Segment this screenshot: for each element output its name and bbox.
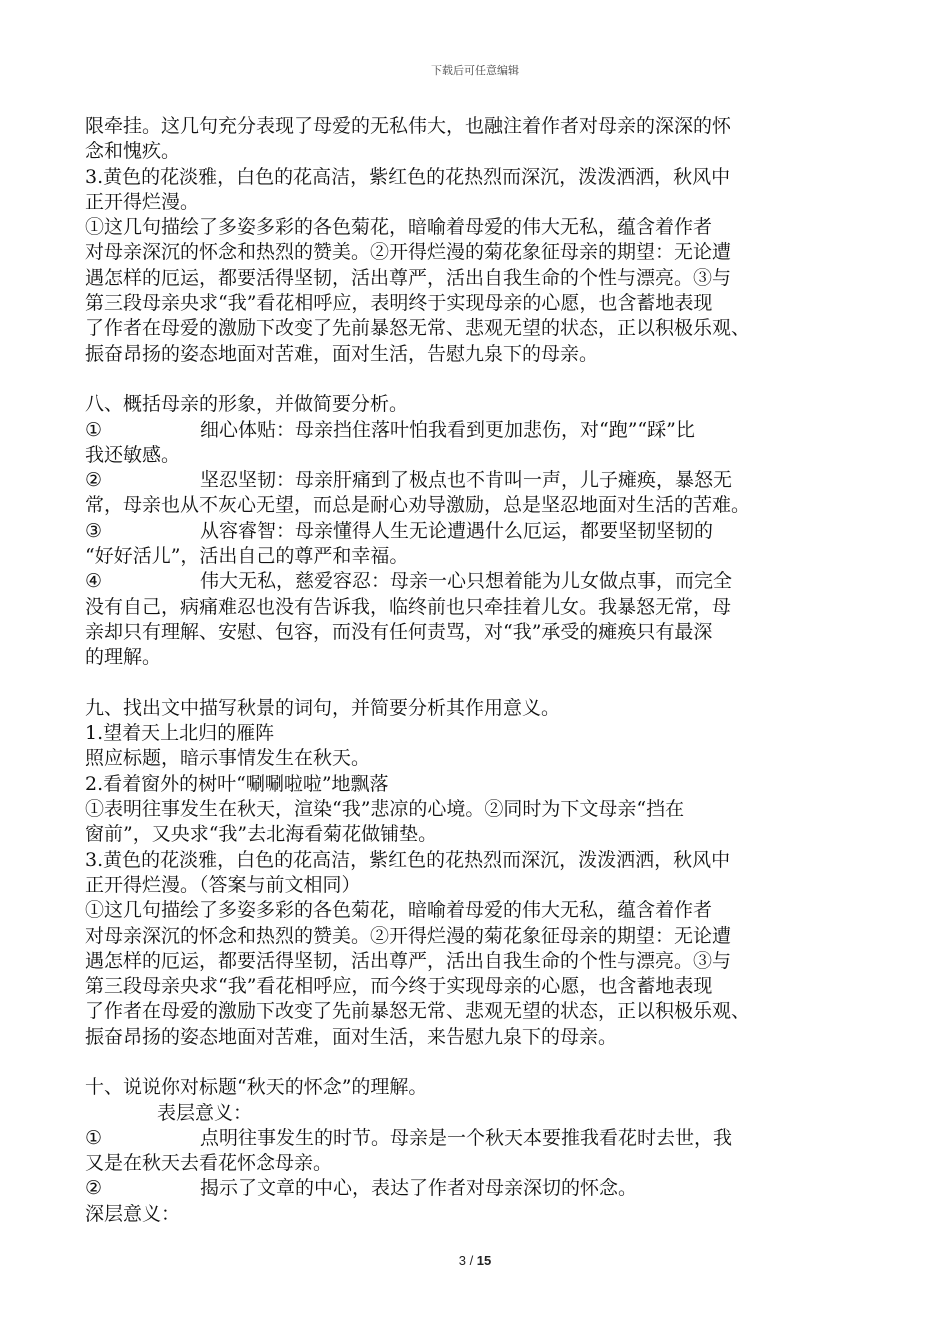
text-line: “好好活儿”，活出自己的尊严和幸福。: [85, 545, 409, 568]
current-page: 3: [458, 1253, 466, 1268]
text-line: 第三段母亲央求“我”看花相呼应，而今终于实现母亲的心愿，也含蓄地表现: [85, 975, 713, 998]
text-line: 对母亲深沉的怀念和热烈的赞美。②开得烂漫的菊花象征母亲的期望：无论遭: [85, 241, 732, 264]
item-text: 揭示了文章的中心，表达了作者对母亲深切的怀念。: [200, 1177, 638, 1200]
item-number: ①: [85, 1126, 103, 1149]
text-line: 1.望着天上北归的雁阵: [85, 722, 275, 745]
blank-line: [85, 1050, 875, 1075]
section-heading: 八、概括母亲的形象，并做简要分析。: [85, 393, 409, 416]
text-line: 的理解。: [85, 646, 162, 669]
text-line: 第三段母亲央求“我”看花相呼应，表明终于实现母亲的心愿，也含蓄地表现: [85, 292, 713, 315]
text-line: 振奋昂扬的姿态地面对苦难，面对生活，来告慰九泉下的母亲。: [85, 1025, 618, 1048]
text-line: ①这几句描绘了多姿多彩的各色菊花，暗喻着母爱的伟大无私，蕴含着作者: [85, 899, 713, 922]
item-number: ③: [85, 519, 103, 542]
blank-line: [85, 367, 875, 392]
item-text: 细心体贴：母亲挡住落叶怕我看到更加悲伤，对“跑”“踩”比: [200, 418, 695, 441]
item-number: ②: [85, 469, 103, 492]
item-text: 点明往事发生的时节。母亲是一个秋天本要推我看花时去世，我: [200, 1126, 733, 1149]
numbered-item: [85, 519, 875, 544]
subheading: 表层意义：: [157, 1101, 253, 1124]
text-line: 亲却只有理解、安慰、包容，而没有任何责骂，对“我”承受的瘫痪只有最深: [85, 620, 713, 643]
item-text: 坚忍坚韧：母亲肝痛到了极点也不肯叫一声，儿子瘫痪，暴怒无: [200, 469, 733, 492]
text-line: ①这几句描绘了多姿多彩的各色菊花，暗喻着母爱的伟大无私，蕴含着作者: [85, 216, 713, 239]
text-line: ①表明往事发生在秋天，渲染“我”悲凉的心境。②同时为下文母亲“挡在: [85, 798, 685, 821]
item-text: 伟大无私，慈爱容忍：母亲一心只想着能为儿女做点事，而完全: [200, 570, 733, 593]
text-line: 对母亲深沉的怀念和热烈的赞美。②开得烂漫的菊花象征母亲的期望：无论遭: [85, 924, 732, 947]
numbered-item: [85, 468, 875, 493]
page-separator: /: [465, 1253, 477, 1268]
section-heading: 十、说说你对标题“秋天的怀念”的理解。: [85, 1076, 428, 1099]
numbered-item: [85, 569, 875, 594]
text-line: 念和愧疚。: [85, 140, 181, 163]
section-heading: 九、找出文中描写秋景的词句，并简要分析其作用意义。: [85, 696, 561, 719]
page-number: [0, 1253, 950, 1268]
text-line: 遇怎样的厄运，都要活得坚韧，活出尊严，活出自我生命的个性与漂亮。③与: [85, 949, 732, 972]
total-pages: 15: [476, 1253, 492, 1268]
text-line: 了作者在母爱的激励下改变了先前暴怒无常、悲观无望的状态，正以积极乐观、: [85, 317, 751, 340]
text-line: 限牵挂。这几句充分表现了母爱的无私伟大，也融注着作者对母亲的深深的怀: [85, 115, 732, 137]
text-line: 3.黄色的花淡雅，白色的花高洁，紫红色的花热烈而深沉，泼泼洒洒，秋风中: [85, 165, 731, 188]
subheading: 深层意义：: [85, 1202, 181, 1225]
page-header: 下载后可任意编辑: [431, 64, 519, 77]
text-line: 2.看着窗外的树叶“唰唰啦啦”地飘落: [85, 772, 389, 795]
text-line: 窗前”，又央求“我”去北海看菊花做铺垫。: [85, 823, 438, 846]
item-text: 从容睿智：母亲懂得人生无论遭遇什么厄运，都要坚韧坚韧的: [200, 519, 714, 542]
text-line: 正开得烂漫。: [85, 190, 200, 213]
text-line: 常，母亲也从不灰心无望，而总是耐心劝导激励，总是坚忍地面对生活的苦难。: [85, 494, 751, 517]
blank-line: [85, 671, 875, 696]
text-line: 又是在秋天去看花怀念母亲。: [85, 1152, 333, 1175]
text-line: 我还敏感。: [85, 443, 181, 466]
document-body: [85, 114, 875, 1227]
text-line: 遇怎样的厄运，都要活得坚韧，活出尊严，活出自我生命的个性与漂亮。③与: [85, 266, 732, 289]
numbered-item: [85, 1176, 875, 1201]
item-number: ②: [85, 1177, 103, 1200]
text-line: 3.黄色的花淡雅，白色的花高洁，紫红色的花热烈而深沉，泼泼洒洒，秋风中: [85, 848, 731, 871]
numbered-item: [85, 1126, 875, 1151]
item-number: ①: [85, 418, 103, 441]
text-line: 没有自己，病痛难忍也没有告诉我，临终前也只牵挂着儿女。我暴怒无常，母: [85, 595, 732, 618]
text-line: 了作者在母爱的激励下改变了先前暴怒无常、悲观无望的状态，正以积极乐观、: [85, 1000, 751, 1023]
text-line: 正开得烂漫。（答案与前文相同）: [85, 873, 361, 896]
numbered-item: [85, 418, 875, 443]
item-number: ④: [85, 570, 103, 593]
text-line: 振奋昂扬的姿态地面对苦难，面对生活，告慰九泉下的母亲。: [85, 342, 599, 365]
text-line: 照应标题，暗示事情发生在秋天。: [85, 747, 371, 770]
